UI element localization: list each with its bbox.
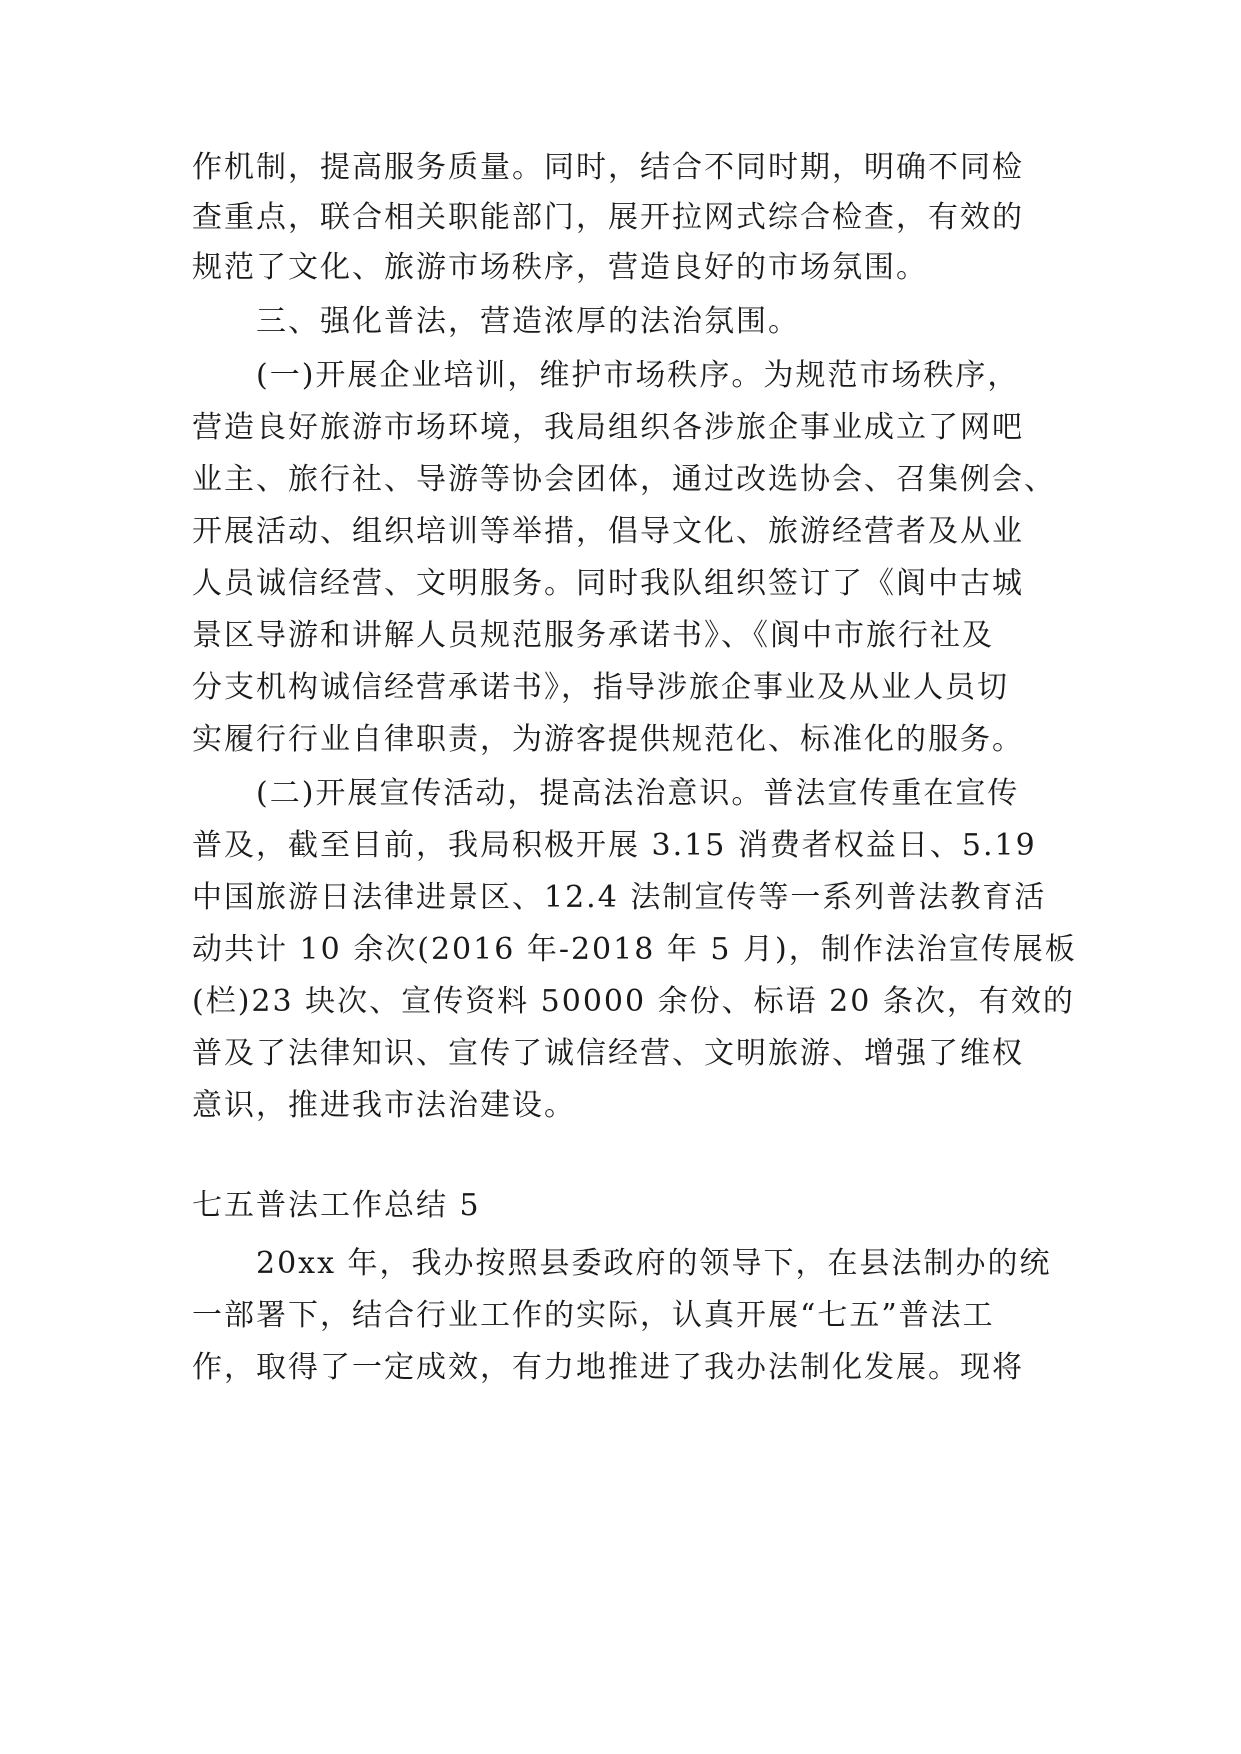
body-line: 查重点，联合相关职能部门，展开拉网式综合检查，有效的 <box>192 200 1024 235</box>
body-line: (一)开展企业培训，维护市场秩序。为规范市场秩序， <box>256 358 1020 393</box>
body-line: 开展活动、组织培训等举措，倡导文化、旅游经营者及从业 <box>192 514 1024 549</box>
body-line: 作机制，提高服务质量。同时，结合不同时期，明确不同检 <box>192 150 1024 185</box>
body-line: 规范了文化、旅游市场秩序，营造良好的市场氛围。 <box>192 250 928 285</box>
body-line: 人员诚信经营、文明服务。同时我队组织签订了《阆中古城 <box>192 566 1024 601</box>
body-line: 20xx 年，我办按照县委政府的领导下，在县法制办的统 <box>256 1246 1052 1281</box>
body-line: 营造良好旅游市场环境，我局组织各涉旅企事业成立了网吧 <box>192 410 1024 445</box>
body-line: 作，取得了一定成效，有力地推进了我办法制化发展。现将 <box>192 1350 1024 1385</box>
body-line: 景区导游和讲解人员规范服务承诺书》、《阆中市旅行社及 <box>192 618 994 653</box>
body-line: (栏)23 块次、宣传资料 50000 余份、标语 20 条次，有效的 <box>192 984 1075 1019</box>
body-line: (二)开展宣传活动，提高法治意识。普法宣传重在宣传 <box>256 776 1020 811</box>
body-line: 中国旅游日法律进景区、12.4 法制宣传等一系列普法教育活 <box>192 880 1047 915</box>
body-line: 动共计 10 余次(2016 年-2018 年 5 月)，制作法治宣传展板 <box>192 932 1077 967</box>
section-title: 七五普法工作总结 5 <box>192 1188 481 1223</box>
body-line: 普及了法律知识、宣传了诚信经营、文明旅游、增强了维权 <box>192 1036 1024 1071</box>
body-line: 普及，截至目前，我局积极开展 3.15 消费者权益日、5.19 <box>192 828 1037 863</box>
body-line: 分支机构诚信经营承诺书》，指导涉旅企事业及从业人员切 <box>192 670 1009 705</box>
body-line: 业主、旅行社、导游等协会团体，通过改选协会、召集例会、 <box>192 462 1056 497</box>
body-line: 实履行行业自律职责，为游客提供规范化、标准化的服务。 <box>192 722 1024 757</box>
body-line: 一部署下，结合行业工作的实际，认真开展“七五”普法工 <box>192 1298 995 1333</box>
body-line: 意识，推进我市法治建设。 <box>192 1088 576 1123</box>
section-heading: 三、强化普法，营造浓厚的法治氛围。 <box>256 304 800 339</box>
